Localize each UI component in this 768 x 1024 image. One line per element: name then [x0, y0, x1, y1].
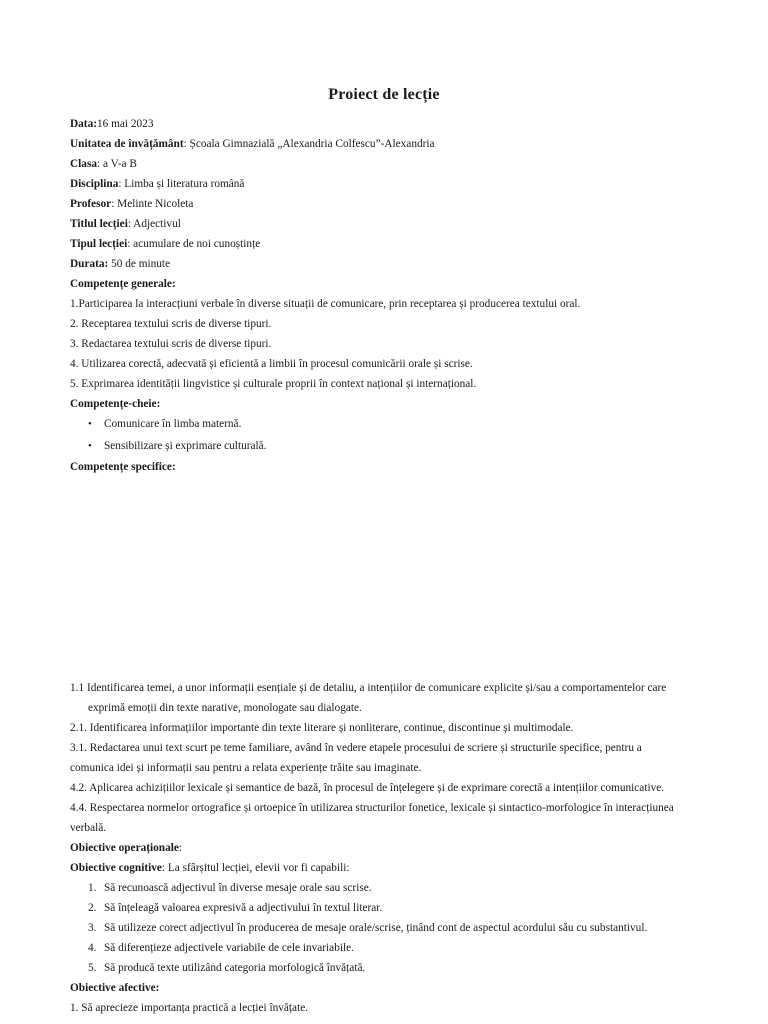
specific-competence-item: 3.1. Redactarea unui text scurt pe teme familiare, având în vedere etapele procesului de scriere și structurile specifice, pentru a [70, 742, 642, 754]
key-competences-heading: Competențe-cheie: [70, 398, 161, 410]
meta-school: Unitatea de învățământ: Școala Gimnazială „Alexandria Colfescu”-Alexandria [70, 138, 435, 150]
meta-section [70, 114, 730, 477]
meta-lesson-title: Titlul lecției: Adjectivul [70, 218, 181, 230]
meta-duration: Durata: 50 de minute [70, 258, 171, 270]
list-item: 5. Să producă texte utilizând categoria morfologică învățată. [88, 962, 366, 974]
list-item: • Sensibilizare și exprimare culturală. [70, 436, 730, 458]
general-competences-heading: Competențe generale: [70, 278, 176, 290]
meta-date: Data:16 mai 2023 [70, 118, 154, 130]
specific-competence-item-cont: comunica idei și informații sau pentru a relata experiențe trăite sau imaginate. [70, 762, 422, 774]
cognitive-objectives-intro: Obiective cognitive: La sfârșitul lecției, elevii vor fi capabili: [70, 862, 350, 874]
cognitive-objectives-list [70, 878, 730, 978]
meta-lesson-type: Tipul lecției: acumulare de noi cunoștințe [70, 238, 261, 250]
specific-competence-item: 4.2. Aplicarea achizițiilor lexicale și semantice de bază, în procesul de înțelegere și de exprimare corectă a intențiilor comunicative. [70, 782, 665, 794]
meta-teacher: Profesor: Melinte Nicoleta [70, 198, 194, 210]
list-item: 2. Să înțeleagă valoarea expresivă a adjectivului în textul literar. [88, 902, 383, 914]
general-competence-item: 2. Receptarea textului scris de diverse tipuri. [70, 318, 272, 330]
specific-competence-item: 4.4. Respectarea normelor ortografice și ortoepice în utilizarea structurilor fonetice, lexicale și sintactico-morfologice în interacțiunea [70, 802, 674, 814]
general-competence-item: 1.Participarea la interacțiuni verbale în diverse situații de comunicare, prin receptarea și producerea textului oral. [70, 298, 581, 310]
page-title: Proiect de lecție [328, 86, 440, 103]
affective-objectives-heading: Obiective afective: [70, 982, 160, 994]
general-competence-item: 3. Redactarea textului scris de diverse tipuri. [70, 338, 272, 350]
meta-class: Clasa: a V-a B [70, 158, 137, 170]
general-competence-item: 5. Exprimarea identității lingvistice și culturale proprii în context național și internațional. [70, 378, 477, 390]
list-item: 1. Să recunoască adjectivul în diverse mesaje orale sau scrise. [88, 882, 372, 894]
affective-objective-item: 1. Să aprecieze importanța practică a lecției învățate. [70, 1002, 309, 1014]
specific-competences-heading: Competențe specifice: [70, 461, 176, 473]
list-item: 3. Să utilizeze corect adjectivul în producerea de mesaje orale/scrise, ținând cont de aspectul acordului său cu substantivul. [88, 922, 648, 934]
general-competence-item: 4. Utilizarea corectă, adecvată și eficientă a limbii în procesul comunicării orale și scrise. [70, 358, 473, 370]
key-competences-list [70, 414, 730, 457]
list-item: 4. Să diferențieze adjectivele variabile de cele invariabile. [88, 942, 354, 954]
specific-competence-item: 2.1. Identificarea informațiilor importante din texte literare și nonliterare, continue, discontinue și multimodale. [70, 722, 574, 734]
specific-competence-item-cont: exprimă emoții din texte narative, monologate sau dialogate. [88, 702, 362, 714]
list-item: • Comunicare în limba maternă. [70, 414, 730, 436]
meta-discipline: Disciplina: Limba și literatura română [70, 178, 245, 190]
specific-competence-item-cont: verbală. [70, 822, 107, 834]
operational-objectives-heading: Obiective operaționale: [70, 842, 183, 854]
specific-competences-section [70, 678, 730, 1018]
specific-competence-item: 1.1 Identificarea temei, a unor informații esențiale și de detaliu, a intențiilor de comunicare explicite și/sau a comportamentelor care [70, 682, 667, 694]
